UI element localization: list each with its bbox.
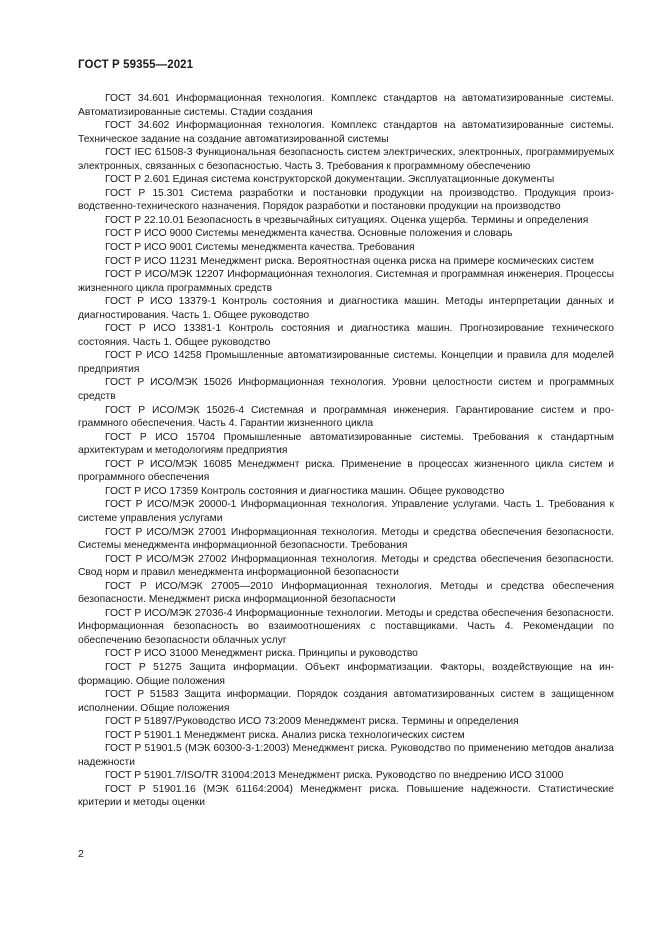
reference-entry: ГОСТ Р ИСО/МЭК 27002 Информационная технология. Методы и средства обеспечения безопасности. Свод норм и правил менеджмента информационной безопасности xyxy=(78,553,614,579)
reference-entry: ГОСТ Р 51275 Защита информации. Объект информатизации. Факторы, воздействующие на информацию. Общие положения xyxy=(78,661,614,687)
page-number: 2 xyxy=(78,848,84,860)
reference-entry: ГОСТ Р ИСО 9001 Системы менеджмента качества. Требования xyxy=(105,242,415,254)
reference-entry: ГОСТ Р ИСО 13381-1 Контроль состояния и диагностика машин. Прогнозирование технического состояния. Часть 1. Общее руководство xyxy=(78,323,614,348)
reference-entry: ГОСТ Р ИСО 15704 Промышленные автоматизированные системы. Требования к стандартным архитектурам и методологиям предприятия xyxy=(78,431,614,457)
reference-entry: ГОСТ Р 51901.7/ISO/TR 31004:2013 Менеджмент риска. Руководство по внедрению ИСО 31000 xyxy=(105,770,564,782)
reference-entry: ГОСТ Р ИСО 13379-1 Контроль состояния и диагностика машин. Методы интерпретации данных и диагностирования. Часть 1. Общее руководство xyxy=(78,296,614,321)
reference-entry: ГОСТ 34.601 Информационная технология. Комплекс стандартов на автоматизированные системы. Автоматизированные системы. Стадии создания xyxy=(78,93,614,118)
document-header: ГОСТ Р 59355—2021 xyxy=(78,59,194,71)
reference-entry: ГОСТ Р ИСО 11231 Менеджмент риска. Вероятностная оценка риска на примере космических систем xyxy=(105,255,594,267)
reference-entry: ГОСТ Р ИСО/МЭК 27005—2010 Информационная технология. Методы и средства обеспечения безопасности. Менеджмент риска информационной безопасности xyxy=(78,580,614,606)
normative-references-list xyxy=(78,92,614,810)
reference-entry: ГОСТ Р ИСО/МЭК 20000-1 Информационная технология. Управление услугами. Часть 1. Требования к системе управления услугами xyxy=(78,499,614,524)
reference-entry: ГОСТ Р 22.10.01 Безопасность в чрезвычайных ситуациях. Оценка ущерба. Термины и определения xyxy=(105,214,589,226)
reference-entry: ГОСТ Р 51897/Руководство ИСО 73:2009 Менеджмент риска. Термины и определения xyxy=(105,716,519,728)
reference-entry: ГОСТ Р ИСО 17359 Контроль состояния и диагностика машин. Общее руководство xyxy=(105,485,505,497)
reference-entry: ГОСТ Р ИСО 9000 Системы менеджмента качества. Основные положения и словарь xyxy=(105,228,513,240)
reference-entry: ГОСТ Р 51901.5 (МЭК 60300-3-1:2003) Менеджмент риска. Руководство по применению методов анализа надежности xyxy=(78,743,614,768)
reference-entry: ГОСТ Р ИСО 14258 Промышленные автоматизированные системы. Концепции и правила для моделей предприятия xyxy=(78,350,614,375)
reference-entry: ГОСТ Р ИСО/МЭК 12207 Информационная технология. Системная и программная инженерия. Процессы жизненного цикла программных средств xyxy=(78,269,614,294)
reference-entry: ГОСТ Р 15.301 Система разработки и постановки продукции на производство. Продукция производственно-технического назначения. Порядок разработки и постановки продукции на производство xyxy=(78,187,614,213)
reference-entry: ГОСТ Р ИСО/МЭК 16085 Менеджмент риска. Применение в процессах жизненного цикла систем и программного обеспечения xyxy=(78,458,614,484)
reference-entry: ГОСТ Р 2.601 Единая система конструкторской документации. Эксплуатационные документы xyxy=(105,174,555,186)
reference-entry: ГОСТ Р ИСО/МЭК 27036-4 Информационные технологии. Методы и средства обеспечения безопасности. Информационная безопасность во взаимоотношениях с поставщиками. Часть 4. Рекомендации по обеспечению безопасности облачных услуг xyxy=(78,607,614,646)
reference-entry: ГОСТ IEC 61508-3 Функциональная безопасность систем электрических, электронных, программируемых электронных, связанных с безопасностью. Часть 3. Требования к программному обеспечению xyxy=(78,147,614,172)
reference-entry: ГОСТ Р ИСО 31000 Менеджмент риска. Принципы и руководство xyxy=(105,648,418,660)
reference-entry: ГОСТ 34.602 Информационная технология. Комплекс стандартов на автоматизированные системы. Техническое задание на создание автоматизированной системы xyxy=(78,120,614,145)
reference-entry: ГОСТ Р ИСО/МЭК 15026-4 Системная и программная инженерия. Гарантирование систем и программного обеспечения. Часть 4. Гарантии жизненного цикла xyxy=(78,404,614,430)
reference-entry: ГОСТ Р 51583 Защита информации. Порядок создания автоматизированных систем в защищенном исполнении. Общие положения xyxy=(78,689,614,714)
reference-entry: ГОСТ Р 51901.1 Менеджмент риска. Анализ риска технологических систем xyxy=(105,729,465,741)
reference-entry: ГОСТ Р ИСО/МЭК 15026 Информационная технология. Уровни целостности систем и программных средств xyxy=(78,377,614,403)
reference-entry: ГОСТ Р ИСО/МЭК 27001 Информационная технология. Методы и средства обеспечения безопасности. Системы менеджмента информационной безопасности. Требования xyxy=(78,526,614,552)
reference-entry: ГОСТ Р 51901.16 (МЭК 61164:2004) Менеджмент риска. Повышение надежности. Статистические критерии и методы оценки xyxy=(78,783,614,809)
